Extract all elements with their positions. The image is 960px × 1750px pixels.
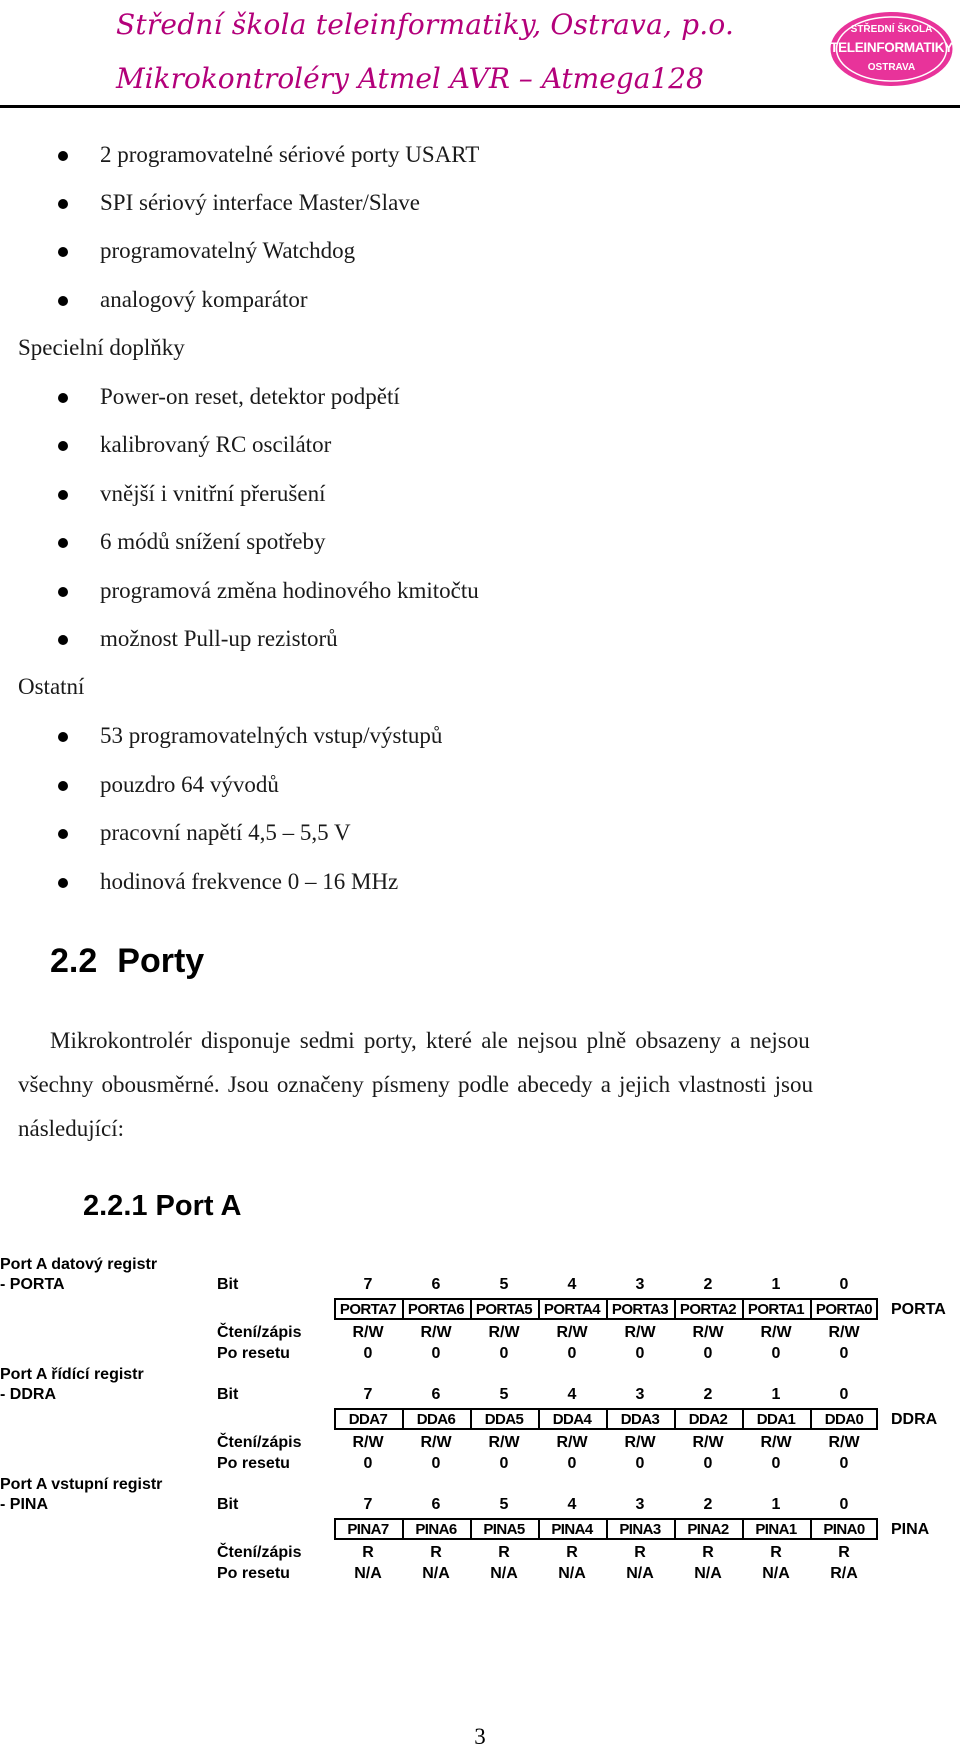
access-value: R/W (352, 1324, 384, 1341)
reset-value: 0 (499, 1345, 509, 1362)
bit-number: 4 (567, 1386, 577, 1403)
access-value: R (770, 1544, 782, 1561)
bit-number: 5 (499, 1386, 509, 1403)
bit-name-cell: DDA6 (416, 1411, 456, 1428)
bit-name-cell: PORTA4 (543, 1301, 601, 1318)
reset-value: 0 (703, 1455, 713, 1472)
reset-row-label: Po resetu (217, 1455, 290, 1472)
bit-number: 6 (431, 1496, 441, 1513)
bullet-icon (58, 829, 68, 839)
bit-name-cell: PINA6 (415, 1521, 457, 1538)
bit-number: 6 (431, 1386, 441, 1403)
reset-row-label: Po resetu (217, 1565, 290, 1582)
bit-name-cell: PINA5 (483, 1521, 525, 1538)
reset-value: N/A (762, 1565, 790, 1582)
reset-row-label: Po resetu (217, 1345, 290, 1362)
access-value: R (634, 1544, 646, 1561)
bit-name-cell: DDA0 (824, 1411, 864, 1428)
reset-value: 0 (771, 1455, 781, 1472)
reset-value: N/A (354, 1565, 382, 1582)
list-item: pouzdro 64 vývodů (0, 773, 960, 803)
list-item: SPI sériový interface Master/Slave (0, 191, 960, 221)
register-title: Port A datový registr (0, 1256, 158, 1273)
bit-name-cell: DDA7 (348, 1411, 388, 1428)
bit-name-cell: PORTA1 (747, 1301, 805, 1318)
bullet-icon (58, 441, 68, 451)
bit-number: 2 (703, 1386, 713, 1403)
reset-value: 0 (431, 1455, 441, 1472)
access-value: R/W (692, 1324, 724, 1341)
reset-value: 0 (499, 1455, 509, 1472)
list-item: 6 módů snížení spotřeby (0, 530, 960, 560)
bit-number: 7 (363, 1276, 373, 1293)
bit-name-cell: PINA1 (755, 1521, 797, 1538)
access-value: R/W (420, 1324, 452, 1341)
register-name: DDRA (891, 1411, 938, 1428)
access-value: R (702, 1544, 714, 1561)
reset-value: 0 (567, 1345, 577, 1362)
page-number: 3 (474, 1724, 486, 1749)
reset-value: R/A (830, 1565, 858, 1582)
bit-name-cell: PINA2 (687, 1521, 729, 1538)
bit-row-label: Bit (217, 1496, 239, 1513)
access-row-label: Čtení/zápis (217, 1544, 302, 1561)
list-item: programová změna hodinového kmitočtu (0, 579, 960, 609)
access-value: R/W (760, 1324, 792, 1341)
list-item: 53 programovatelných vstup/výstupů (0, 724, 960, 754)
register-name: PINA (891, 1521, 930, 1538)
list-item: programovatelný Watchdog (0, 239, 960, 269)
reset-value: 0 (635, 1345, 645, 1362)
access-row-label: Čtení/zápis (217, 1434, 302, 1451)
bit-name-cell: PORTA0 (815, 1301, 873, 1318)
bit-number: 1 (771, 1496, 781, 1513)
register-title-short: - PORTA (0, 1276, 65, 1293)
list-item: kalibrovaný RC oscilátor (0, 433, 960, 463)
bullet-icon (58, 199, 68, 209)
reset-value: 0 (431, 1345, 441, 1362)
access-value: R (498, 1544, 510, 1561)
bullet-icon (58, 247, 68, 257)
logo-line-3: OSTRAVA (867, 62, 916, 73)
paragraph-line: následující: (18, 1116, 125, 1141)
bit-number: 4 (567, 1276, 577, 1293)
bit-name-cell: PORTA7 (339, 1301, 397, 1318)
access-value: R/W (556, 1434, 588, 1451)
reset-value: 0 (839, 1345, 849, 1362)
bit-number: 1 (771, 1276, 781, 1293)
header-rule (0, 105, 960, 108)
bit-name-cell: DDA3 (620, 1411, 660, 1428)
reset-value: 0 (635, 1455, 645, 1472)
bit-number: 3 (635, 1496, 645, 1513)
section-title: Porty (117, 942, 205, 980)
reset-value: N/A (558, 1565, 586, 1582)
section-number: 2.2 (50, 942, 98, 980)
section-special-label: Specielní doplňky (18, 335, 185, 360)
bit-number: 0 (839, 1386, 849, 1403)
bit-number: 5 (499, 1276, 509, 1293)
logo-line-1: STŘEDNÍ ŠKOLA (850, 24, 933, 35)
bit-name-cell: PORTA2 (679, 1301, 737, 1318)
bit-number: 3 (635, 1386, 645, 1403)
bit-number: 7 (363, 1496, 373, 1513)
reset-value: 0 (703, 1345, 713, 1362)
list-item: 2 programovatelné sériové porty USART (0, 143, 960, 173)
bullet-icon (58, 587, 68, 597)
list-item: pracovní napětí 4,5 – 5,5 V (0, 821, 960, 851)
access-value: R/W (692, 1434, 724, 1451)
bit-row-label: Bit (217, 1386, 239, 1403)
bullet-icon (58, 781, 68, 791)
access-value: R/W (624, 1434, 656, 1451)
access-value: R (838, 1544, 850, 1561)
bit-number: 1 (771, 1386, 781, 1403)
register-title-short: - PINA (0, 1496, 48, 1513)
bit-name-cell: PORTA3 (611, 1301, 669, 1318)
register-title: Port A vstupní registr (0, 1476, 163, 1493)
list-item: možnost Pull-up rezistorů (0, 627, 960, 657)
document-subject: Mikrokontroléry Atmel AVR – Atmega128 (116, 62, 704, 95)
access-value: R/W (420, 1434, 452, 1451)
reset-value: N/A (422, 1565, 450, 1582)
bit-name-cell: DDA1 (756, 1411, 796, 1428)
reset-value: 0 (839, 1455, 849, 1472)
bullet-icon (58, 878, 68, 888)
access-value: R (566, 1544, 578, 1561)
bullet-icon (58, 151, 68, 161)
logo-line-2: TELEINFORMATIKY (830, 40, 953, 55)
subsection-heading-port-a: 2.2.1 Port A (83, 1190, 242, 1222)
list-item: analogový komparátor (0, 288, 960, 318)
access-value: R/W (760, 1434, 792, 1451)
access-value: R/W (488, 1434, 520, 1451)
access-value: R (430, 1544, 442, 1561)
access-row-label: Čtení/zápis (217, 1324, 302, 1341)
register-name: PORTA (891, 1301, 946, 1318)
bit-number: 4 (567, 1496, 577, 1513)
bullet-icon (58, 393, 68, 403)
bullet-icon (58, 490, 68, 500)
bit-name-cell: PINA4 (551, 1521, 593, 1538)
bit-name-cell: PINA0 (823, 1521, 865, 1538)
list-item: Power-on reset, detektor podpětí (0, 385, 960, 415)
bit-number: 0 (839, 1496, 849, 1513)
register-title-short: - DDRA (0, 1386, 56, 1403)
bit-number: 7 (363, 1386, 373, 1403)
register-title: Port A řídící registr (0, 1366, 144, 1383)
access-value: R/W (828, 1434, 860, 1451)
bit-name-cell: PORTA6 (407, 1301, 465, 1318)
bit-number: 5 (499, 1496, 509, 1513)
paragraph-line: Mikrokontrolér disponuje sedmi porty, které ale nejsou plně obsazeny a nejsou (50, 1028, 810, 1053)
section-other-label: Ostatní (18, 674, 85, 699)
bit-number: 2 (703, 1496, 713, 1513)
reset-value: N/A (626, 1565, 654, 1582)
bit-name-cell: PINA3 (619, 1521, 661, 1538)
reset-value: 0 (567, 1455, 577, 1472)
reset-value: 0 (363, 1345, 373, 1362)
access-value: R/W (828, 1324, 860, 1341)
bullet-icon (58, 296, 68, 306)
bit-name-cell: DDA5 (484, 1411, 524, 1428)
bit-name-cell: DDA2 (688, 1411, 728, 1428)
list-item: vnější i vnitřní přerušení (0, 482, 960, 512)
bit-row-label: Bit (217, 1276, 239, 1293)
bit-number: 2 (703, 1276, 713, 1293)
list-item: hodinová frekvence 0 – 16 MHz (0, 870, 960, 900)
section-heading-porty (50, 942, 204, 981)
bit-number: 3 (635, 1276, 645, 1293)
access-value: R/W (624, 1324, 656, 1341)
bullet-icon (58, 732, 68, 742)
bit-name-cell: PINA7 (347, 1521, 389, 1538)
reset-value: N/A (694, 1565, 722, 1582)
reset-value: 0 (363, 1455, 373, 1472)
bit-number: 6 (431, 1276, 441, 1293)
access-value: R/W (556, 1324, 588, 1341)
paragraph-line: všechny obousměrné. Jsou označeny písmeny podle abecedy a jejich vlastnosti jsou (18, 1072, 813, 1097)
access-value: R/W (352, 1434, 384, 1451)
bit-name-cell: PORTA5 (475, 1301, 533, 1318)
school-name: Střední škola teleinformatiky, Ostrava, p.o. (116, 8, 735, 41)
school-logo-text (829, 10, 954, 88)
page-header (0, 0, 960, 110)
reset-value: N/A (490, 1565, 518, 1582)
bit-number: 0 (839, 1276, 849, 1293)
bit-name-cell: DDA4 (552, 1411, 592, 1428)
reset-value: 0 (771, 1345, 781, 1362)
access-value: R/W (488, 1324, 520, 1341)
access-value: R (362, 1544, 374, 1561)
bullet-icon (58, 538, 68, 548)
bullet-icon (58, 635, 68, 645)
